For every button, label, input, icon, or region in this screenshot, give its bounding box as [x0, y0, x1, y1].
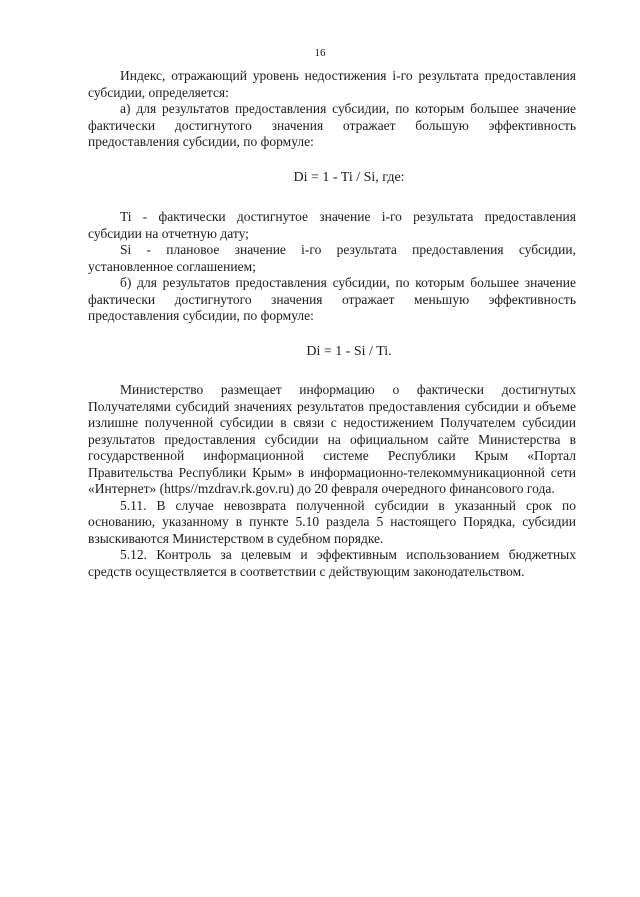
formula-di-a: Di = 1 - Ti / Si, где:	[293, 169, 405, 185]
paragraph-ti-definition: Ti - фактически достигнутое значение i-го результата предоставления субсидии на отчетную дату;	[88, 209, 576, 241]
paragraph-5-11: 5.11. В случае невозврата полученной субсидии в указанный срок по основанию, указанному в пункте 5.10 раздела 5 настоящего Порядка, субсидии взыскиваются Министерством в судебном порядке.	[88, 497, 576, 546]
document-body	[88, 68, 576, 580]
paragraph-ministry-publication: Министерство размещает информацию о фактически достигнутых Получателями субсидий значениях результатов предоставления субсидии и объеме излишне полученной субсидии в связи с недостижением Получателем субсидии результатов предоставления субсидии на официальном сайте Министерства в государственной информационной системе Республики Крым «Портал Правительства Республики Крым» в информационно-телекоммуникационной сети «Интернет» (https//mzdrav.rk.gov.ru) до 20 февраля очередного финансового года.	[88, 382, 576, 496]
formula-di-b: Di = 1 - Si / Ti.	[306, 343, 392, 359]
paragraph-case-b: б) для результатов предоставления субсидии, по которым большее значение фактически достигнутого значения отражает меньшую эффективность предоставления субсидии, по формуле:	[88, 275, 576, 323]
paragraph-index-definition: Индекс, отражающий уровень недостижения i-го результата предоставления субсидии, определяется:	[88, 68, 576, 100]
paragraph-case-a: а) для результатов предоставления субсидии, по которым большее значение фактически достигнутого значения отражает большую эффективность предоставления субсидии, по формуле:	[88, 101, 576, 149]
paragraph-5-12: 5.12. Контроль за целевым и эффективным использованием бюджетных средств осуществляется в соответствии с действующим законодательством.	[88, 547, 576, 579]
page-number: 16	[314, 47, 326, 59]
paragraph-si-definition: Si - плановое значение i-го результата предоставления субсидии, установленное соглашением;	[88, 242, 576, 274]
